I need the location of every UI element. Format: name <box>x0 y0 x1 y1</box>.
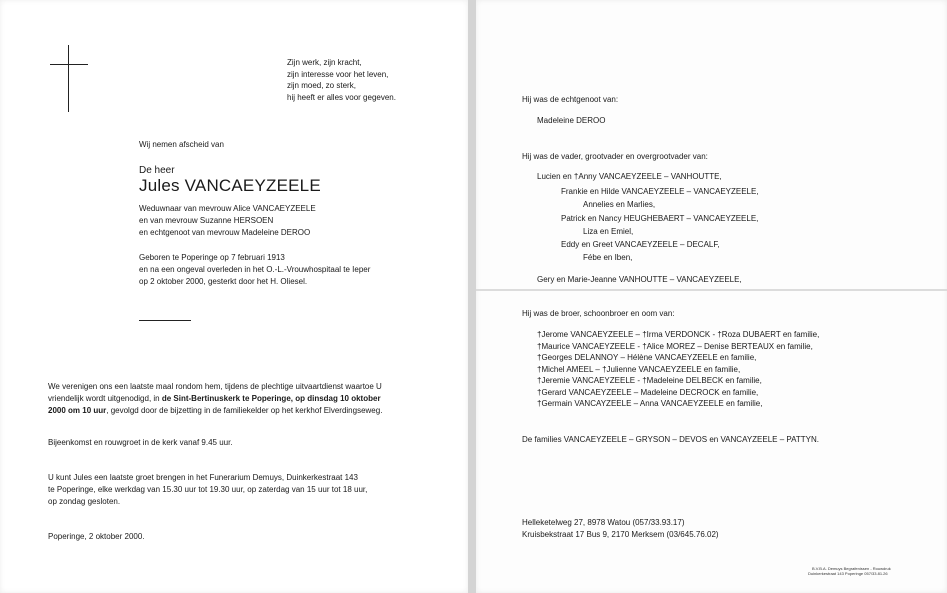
life-line: en na een ongeval overleden in het O.-L.-Vrouwhospitaal te Ieper <box>139 265 371 274</box>
cross-icon-bar <box>50 64 88 65</box>
funeral-home-line: op zondag gesloten. <box>48 497 121 506</box>
printer-line: B.V.B.A. Demuys Begrafenissen - Rouwdruk <box>812 566 891 571</box>
sibling-line: †Georges DELANNOY – Hélène VANCAEYZEELE en familie, <box>537 353 757 362</box>
child-line: Lucien en †Anny VANCAEYZEELE – VANHOUTTE, <box>537 172 722 181</box>
cross-icon <box>68 45 69 112</box>
service-location: de Sint-Bertinuskerk te Poperinge, op dinsdag 10 oktober <box>161 394 381 403</box>
poem-line: Zijn werk, zijn kracht, <box>287 58 362 67</box>
right-page <box>476 0 947 593</box>
service-paragraph <box>48 381 382 417</box>
spouse-heading: Hij was de echtgenoot van: <box>522 95 619 104</box>
life-line: Geboren te Poperinge op 7 februari 1913 <box>139 253 285 262</box>
grandchild-line: Fébe en Iben, <box>583 253 633 262</box>
farewell-text: Wij nemen afscheid van <box>139 140 224 149</box>
funeral-home-line: te Poperinge, elke werkdag van 15.30 uur tot 19.30 uur, op zaterdag van 15 uur tot 18 uur, <box>48 485 368 494</box>
sibling-line: †Maurice VANCAEYZEELE - †Alice MOREZ – Denise BERTEAUX en familie, <box>537 341 813 351</box>
left-page <box>0 0 468 593</box>
deceased-name <box>139 176 321 196</box>
page-gutter <box>468 0 476 593</box>
sibling-line: †Jerome VANCAEYZEELE – †Irma VERDONCK - †Roza DUBAERT en familie, <box>537 330 820 339</box>
poem-line: zijn moed, zo sterk, <box>287 81 356 90</box>
life-line: op 2 oktober 2000, gesterkt door het H. Oliesel. <box>139 277 308 286</box>
relation-line: Weduwnaar van mevrouw Alice VANCAEYZEELE <box>139 204 316 213</box>
spouse-name: Madeleine DEROO <box>537 116 606 125</box>
address-line: Helleketelweg 27, 8978 Watou (057/33.93.17) <box>522 518 685 527</box>
child-line: Patrick en Nancy HEUGHEBAERT – VANCAEYZEELE, <box>561 214 759 223</box>
service-text: vriendelijk wordt uitgenodigd, in <box>48 394 162 403</box>
funeral-home-paragraph <box>48 472 367 508</box>
sibling-line: †Michel AMEEL – †Julienne VANCAEYZEELE en familie, <box>537 364 741 374</box>
child-line: Gery en Marie-Jeanne VANHOUTTE – VANCAEYZEELE, <box>537 275 742 284</box>
service-line <box>48 405 382 417</box>
fold-line <box>476 289 947 291</box>
printer-line: Duinkerkestraat 143 Poperinge 057/33.81.26 <box>808 571 888 576</box>
service-time: 2000 om 10 uur <box>48 406 107 415</box>
grandchild-line: Annelies en Marlies, <box>583 200 656 209</box>
title-prefix: De heer <box>139 165 175 176</box>
sibling-line: †Germain VANCAYZEELE – Anna VANCAEYZEELE en familie, <box>537 399 763 408</box>
child-line: Eddy en Greet VANCAEYZEELE – DECALF, <box>561 240 720 249</box>
poem <box>287 57 396 103</box>
deceased-first-name: Jules <box>139 176 180 195</box>
children-heading: Hij was de vader, grootvader en overgrootvader van: <box>522 152 708 161</box>
service-text: , gevolgd door de bijzetting in de familiekelder op het kerkhof Elverdingseweg. <box>106 406 383 415</box>
poem-line: zijn interesse voor het leven, <box>287 69 389 79</box>
grandchild-line: Liza en Emiel, <box>583 227 634 236</box>
sibling-line: †Jeremie VANCAEYZEELE - †Madeleine DELBECK en familie, <box>537 376 762 385</box>
relation-line: en echtgenoot van mevrouw Madeleine DEROO <box>139 228 311 237</box>
siblings-list <box>537 329 819 410</box>
child-line: Frankie en Hilde VANCAEYZEELE – VANCAEYZEELE, <box>561 187 759 196</box>
service-line: We verenigen ons een laatste maal rondom hem, tijdens de plechtige uitvaartdienst waartoe U <box>48 382 382 391</box>
address-line: Kruisbekstraat 17 Bus 9, 2170 Merksem (03/645.76.02) <box>522 530 719 539</box>
deceased-last-name: VANCAEYZEELE <box>184 176 321 195</box>
service-line <box>48 393 382 405</box>
families-line: De families VANCAEYZEELE – GRYSON – DEVOS en VANCAYZEELE – PATTYN. <box>522 435 819 444</box>
divider <box>139 320 191 321</box>
relation-line: en van mevrouw Suzanne HERSOEN <box>139 216 274 225</box>
poem-line: hij heeft er alles voor gegeven. <box>287 92 396 102</box>
sibling-line: †Gerard VANCAEYZEELE – Madeleine DECROCK en familie, <box>537 387 759 397</box>
siblings-heading: Hij was de broer, schoonbroer en oom van: <box>522 309 675 318</box>
funeral-home-line: U kunt Jules een laatste groet brengen in het Funerarium Demuys, Duinkerkestraat 143 <box>48 473 358 482</box>
meeting-text: Bijeenkomst en rouwgroet in de kerk vanaf 9.45 uur. <box>48 438 233 447</box>
place-date: Poperinge, 2 oktober 2000. <box>48 532 145 541</box>
